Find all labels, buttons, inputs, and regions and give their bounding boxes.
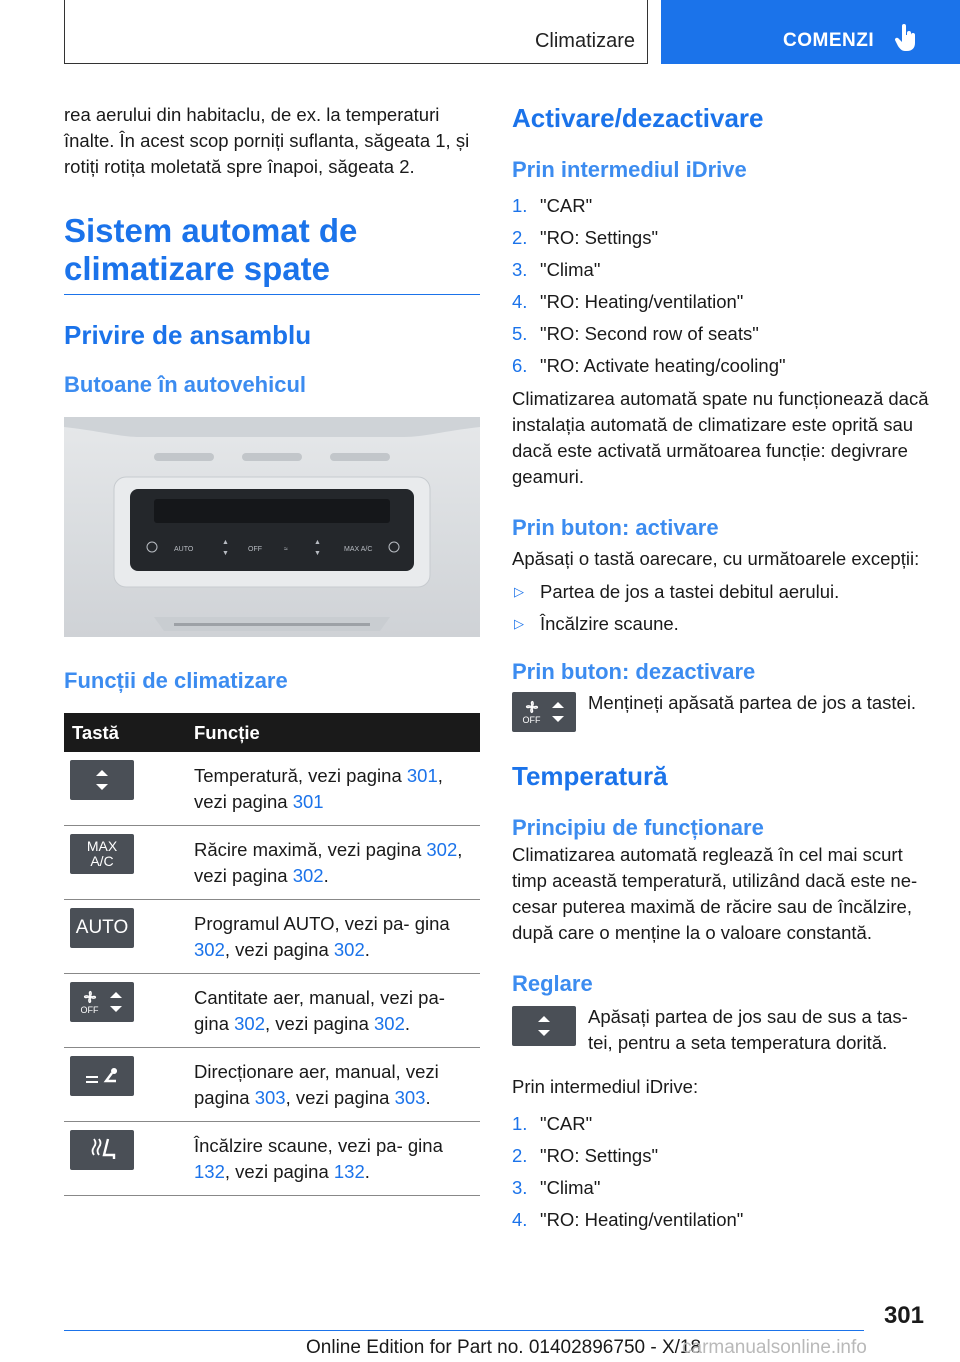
control-panel-photo <box>64 417 480 637</box>
svg-text:▼: ▼ <box>314 550 321 557</box>
heading-button-on: Prin buton: activare <box>512 515 719 540</box>
header-section-box <box>64 0 648 64</box>
table-row: AUTO Programul AUTO, vezi pa- gina 302, vezi pagina 302. <box>64 900 480 974</box>
heading-overview: Privire de ansamblu <box>64 320 312 350</box>
footer-edition: Online Edition for Part no. 01402896750 - X/18 <box>306 1337 702 1358</box>
control-panel-illustration <box>64 417 480 637</box>
seat-heating-icon <box>70 1130 134 1170</box>
auto-icon: AUTO <box>70 908 134 948</box>
page-ref-link[interactable]: 302 <box>333 939 365 960</box>
page-ref-link[interactable]: 302 <box>426 839 458 860</box>
heading-temperature: Temperatură <box>512 761 668 791</box>
page-ref-link[interactable]: 302 <box>292 865 324 886</box>
heading-setting: Reglare <box>512 971 593 996</box>
triangle-bullet-icon: ▷ <box>514 584 524 599</box>
list-item: 5. "RO: Second row of seats" <box>512 323 759 344</box>
via-idrive-paragraph: Prin intermediul iDrive: <box>512 1076 699 1097</box>
column-header-key: Tastă <box>64 713 186 752</box>
max-ac-icon: MAX A/C <box>70 834 134 874</box>
list-item: 3. "Clima" <box>512 259 601 280</box>
header-section-title: Climatizare <box>534 30 635 52</box>
section-title: Sistem automat de climatizare spate <box>64 212 358 287</box>
triangle-bullet-icon: ▷ <box>514 616 524 631</box>
header-tab-label: COMENZI <box>783 30 875 51</box>
right-column <box>512 102 932 1236</box>
svg-text:▼: ▼ <box>222 550 229 557</box>
page-number: 301 <box>883 1302 924 1329</box>
note-paragraph: Climatizarea automată spate nu funcționează dacă instalația automată de climatizare este oprită sau dacă este activată următoarea funcție: degivrare geamuri. <box>512 388 929 487</box>
photo-label-max-ac: MAX A/C <box>344 546 373 553</box>
idrive-steps-list <box>512 190 932 382</box>
table-row: MAX A/C Răcire maximă, vezi pagina 302, vezi pagina 302. <box>64 826 480 900</box>
heading-via-idrive: Prin intermediul iDrive <box>512 157 747 182</box>
list-item: 3. "Clima" <box>512 1177 601 1198</box>
heading-climate-functions: Funcții de climatizare <box>64 668 288 693</box>
list-item: 4. "RO: Heating/ventilation" <box>512 1209 744 1230</box>
page-ref-link[interactable]: 301 <box>406 765 438 786</box>
column-header-function: Funcție <box>186 713 480 752</box>
page-ref-link[interactable]: 302 <box>374 1013 405 1034</box>
fan-off-icon: OFF <box>70 982 134 1022</box>
heading-activation: Activare/dezactivare <box>512 103 764 133</box>
list-item: 1. "CAR" <box>512 195 593 216</box>
page-ref-link[interactable]: 132 <box>333 1161 365 1182</box>
list-item: ▷ Încălzire scaune. <box>512 608 932 640</box>
setting-paragraph: Apăsați partea de jos sau de sus a tas- tei, pentru a seta temperatura dorită. <box>588 1006 908 1053</box>
left-column <box>64 102 480 1196</box>
page-ref-link[interactable]: 132 <box>194 1161 225 1182</box>
heading-button-off: Prin buton: dezactivare <box>512 659 756 684</box>
watermark: carmanualsonline.info <box>682 1337 867 1358</box>
pointing-hand-icon <box>895 24 917 52</box>
idrive-steps-list-2 <box>512 1108 932 1236</box>
list-item: ▷ Partea de jos a tastei debitul aerului. <box>512 576 932 608</box>
button-off-block <box>512 690 932 732</box>
table-row: Temperatură, vezi pagina 301, vezi pagina 301 <box>64 752 480 826</box>
footer-divider <box>64 1330 864 1331</box>
heading-buttons-in-vehicle: Butoane în autovehicul <box>64 372 307 397</box>
page-ref-link[interactable]: 302 <box>194 939 225 960</box>
button-on-paragraph: Apăsați o tastă oarecare, cu următoarele excepții: <box>512 548 920 569</box>
table-row: Direcționare aer, manual, vezi pagina 303, vezi pagina 303. <box>64 1048 480 1122</box>
functions-table <box>64 713 480 1196</box>
list-item: 4. "RO: Heating/ventilation" <box>512 291 744 312</box>
photo-label-off: OFF <box>248 546 262 553</box>
fan-off-icon: OFF <box>512 692 576 732</box>
list-item: 6. "RO: Activate heating/cooling" <box>512 355 786 376</box>
air-direction-icon <box>70 1056 134 1096</box>
table-row: Încălzire scaune, vezi pa- gina 132, vezi pagina 132. <box>64 1122 480 1196</box>
page-ref-link[interactable]: 302 <box>234 1013 265 1034</box>
header-tab[interactable] <box>661 0 960 64</box>
temperature-arrows-icon <box>70 760 134 800</box>
setting-block <box>512 1004 932 1056</box>
heading-principle: Principiu de funcționare <box>512 815 764 840</box>
list-item: 2. "RO: Settings" <box>512 227 659 248</box>
table-header-row <box>64 713 480 752</box>
temperature-arrows-icon <box>512 1006 576 1046</box>
list-item: 1. "CAR" <box>512 1113 593 1134</box>
principle-paragraph: Climatizarea automată reglează în cel mai scurt timp această temperatură, utilizând dacă este ne- cesar puterea maximă de răcire sau de încălzire, după care o menține la o valoare constantă. <box>512 844 918 943</box>
photo-label-auto: AUTO <box>174 546 194 553</box>
svg-text:▲: ▲ <box>222 539 229 546</box>
button-off-paragraph: Mențineți apăsată partea de jos a tastei. <box>588 692 917 713</box>
intro-paragraph: rea aerului din habitaclu, de ex. la temperaturi înalte. În acest scop porniți suflanta, săgeata 1, și rotiți rotița moletată spre înapoi, săgeata 2. <box>64 104 470 177</box>
page-ref-link[interactable]: 301 <box>292 791 324 812</box>
page-ref-link[interactable]: 303 <box>394 1087 426 1108</box>
page-ref-link[interactable]: 303 <box>254 1087 286 1108</box>
list-item: 2. "RO: Settings" <box>512 1145 659 1166</box>
svg-text:≈: ≈ <box>284 546 288 553</box>
svg-text:▲: ▲ <box>314 539 321 546</box>
exceptions-list <box>512 576 932 640</box>
section-title-block <box>64 212 480 295</box>
table-row: OFF Cantitate aer, manual, vezi pa- gina 302, vezi pagina 302. <box>64 974 480 1048</box>
